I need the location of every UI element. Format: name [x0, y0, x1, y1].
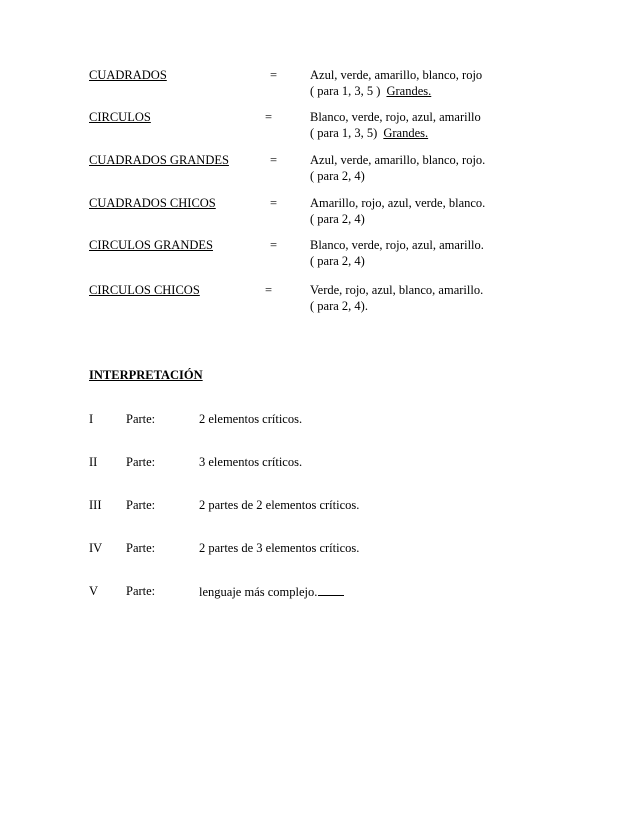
para-note-text: ( para 2, 4)	[310, 254, 365, 268]
shape-label: CUADRADOS	[89, 68, 167, 82]
part-number: III	[89, 498, 102, 512]
part-row	[0, 412, 638, 428]
blank-underline	[318, 584, 344, 596]
interpretation-heading: INTERPRETACIÓN	[89, 368, 203, 382]
shape-label: CIRCULOS	[89, 110, 151, 124]
part-description: 3 elementos críticos.	[199, 455, 303, 469]
equals-sign: =	[270, 153, 278, 167]
equals-sign: =	[265, 283, 273, 297]
part-row	[0, 498, 638, 514]
equals-sign: =	[265, 110, 273, 124]
para-note-text: ( para 2, 4)	[310, 212, 365, 226]
color-sequence: Blanco, verde, rojo, azul, amarillo	[310, 110, 481, 124]
shape-label: CIRCULOS CHICOS	[89, 283, 200, 297]
para-note-suffix: Grandes.	[383, 126, 429, 140]
mapping-row	[0, 110, 638, 146]
shape-label: CIRCULOS GRANDES	[89, 238, 213, 252]
part-label: Parte:	[126, 498, 156, 512]
equals-sign: =	[270, 238, 278, 252]
part-description: 2 partes de 2 elementos críticos.	[199, 498, 360, 512]
para-note	[310, 212, 365, 227]
part-number: I	[89, 412, 94, 426]
para-note-text: ( para 2, 4).	[310, 299, 368, 313]
color-sequence: Amarillo, rojo, azul, verde, blanco.	[310, 196, 486, 210]
para-note-text: ( para 2, 4)	[310, 169, 365, 183]
color-sequence: Blanco, verde, rojo, azul, amarillo.	[310, 238, 484, 252]
part-description: 2 elementos críticos.	[199, 412, 303, 426]
part-description: 2 partes de 3 elementos críticos.	[199, 541, 360, 555]
mapping-row	[0, 238, 638, 274]
part-number: II	[89, 455, 98, 469]
part-number: V	[89, 584, 99, 598]
shape-label: CUADRADOS GRANDES	[89, 153, 229, 167]
part-label: Parte:	[126, 455, 156, 469]
part-number: IV	[89, 541, 103, 555]
para-note	[310, 299, 368, 314]
para-note-text: ( para 1, 3, 5)	[310, 126, 378, 140]
mapping-row	[0, 68, 638, 104]
para-note	[310, 254, 365, 269]
color-sequence: Azul, verde, amarillo, blanco, rojo	[310, 68, 483, 82]
part-label: Parte:	[126, 412, 156, 426]
equals-sign: =	[270, 68, 278, 82]
mapping-row	[0, 196, 638, 232]
mapping-row	[0, 283, 638, 319]
part-label: Parte:	[126, 541, 156, 555]
color-sequence: Verde, rojo, azul, blanco, amarillo.	[310, 283, 484, 297]
part-description: lenguaje más complejo.	[199, 585, 318, 599]
para-note-text: ( para 1, 3, 5 )	[310, 84, 381, 98]
para-note	[310, 126, 428, 141]
mapping-row	[0, 153, 638, 189]
shape-label: CUADRADOS CHICOS	[89, 196, 216, 210]
part-label: Parte:	[126, 584, 156, 598]
color-sequence: Azul, verde, amarillo, blanco, rojo.	[310, 153, 486, 167]
para-note-suffix: Grandes.	[386, 84, 432, 98]
para-note	[310, 84, 431, 99]
part-row	[0, 584, 638, 600]
part-description-with-blank	[199, 584, 344, 600]
para-note	[310, 169, 365, 184]
part-row	[0, 541, 638, 557]
equals-sign: =	[270, 196, 278, 210]
part-row	[0, 455, 638, 471]
